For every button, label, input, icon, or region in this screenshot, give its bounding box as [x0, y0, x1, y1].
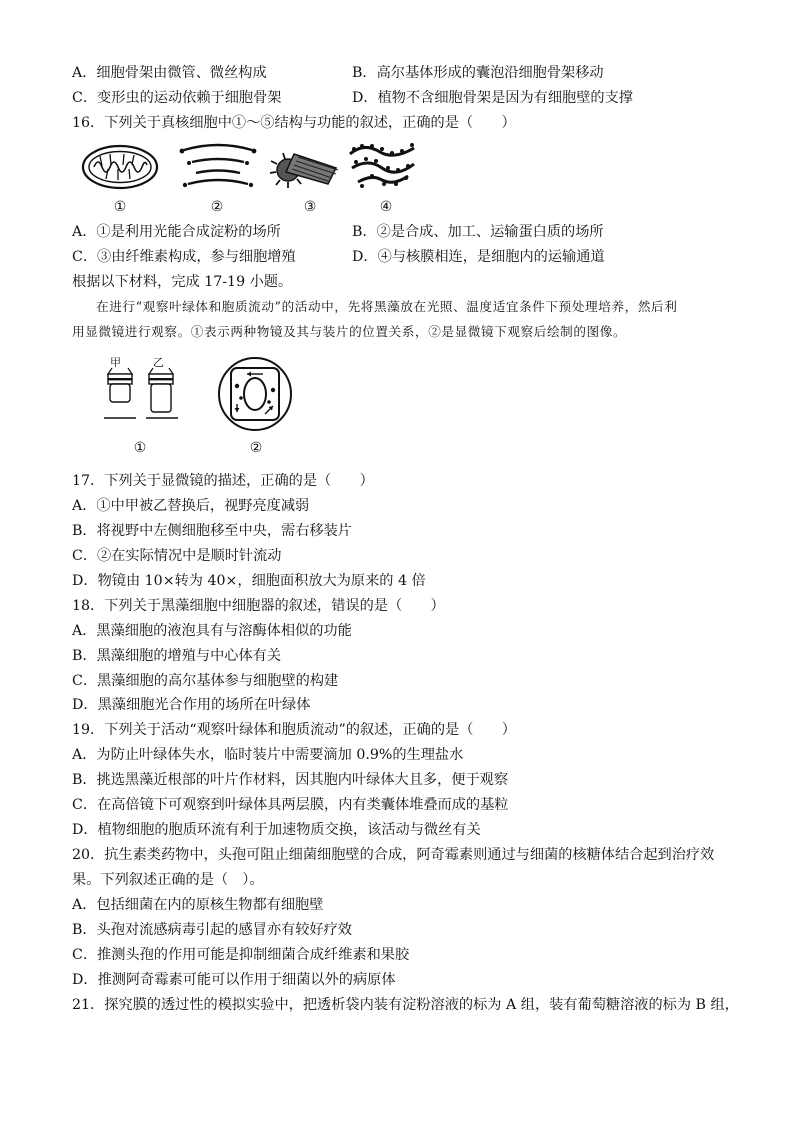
q20-stem-line1: 20．抗生素类药物中，头孢可阻止细菌细胞壁的合成，阿奇霉素则通过与细菌的核糖体结合起到治疗效	[72, 847, 715, 863]
centriole-figure	[268, 140, 344, 190]
q19-option-b: B．挑选黑藻近根部的叶片作材料，因其胞内叶绿体大且多，便于观察	[72, 772, 509, 788]
q17-stem: 17．下列关于显微镜的描述，正确的是（ ）	[72, 473, 374, 489]
q20-option-c: C．推测头孢的作用可能是抑制细菌合成纤维素和果胶	[72, 947, 410, 963]
lens-label-jia: 甲	[110, 356, 121, 369]
q15-option-c: C．变形虫的运动依赖于细胞骨架	[72, 90, 282, 106]
q20-option-b: B．头孢对流感病毒引起的感冒亦有较好疗效	[72, 922, 352, 938]
q18-option-a: A．黑藻细胞的液泡具有与溶酶体相似的功能	[72, 623, 352, 639]
q20-stem-line2: 果。下列叙述正确的是（ ）。	[72, 872, 264, 888]
rough-er-figure	[346, 140, 420, 190]
q18-option-b: B．黑藻细胞的增殖与中心体有关	[72, 648, 282, 664]
q15-option-b: B．高尔基体形成的囊泡沿细胞骨架移动	[352, 65, 604, 81]
figure-label-2: ②	[210, 199, 224, 215]
q17-option-d: D．物镜由 10×转为 40×，细胞面积放大为原来的 4 倍	[72, 573, 426, 589]
lens-label-yi: 乙	[153, 356, 164, 369]
q18-option-c: C．黑藻细胞的高尔基体参与细胞壁的构建	[72, 673, 339, 689]
q19-option-c: C．在高倍镜下可观察到叶绿体具两层膜，内有类囊体堆叠而成的基粒	[72, 797, 509, 813]
q17-option-a: A．①中甲被乙替换后，视野亮度减弱	[72, 498, 310, 514]
material-para-line2: 用显微镜进行观察。①表示两种物镜及其与装片的位置关系，②是显微镜下观察后绘制的图像。	[72, 324, 627, 339]
q17-option-c: C．②在实际情况中是顺时针流动	[72, 548, 282, 564]
material-figure-label-2: ②	[249, 440, 263, 456]
material-figure-label-1: ①	[133, 440, 147, 456]
q15-option-a: A．细胞骨架由微管、微丝构成	[72, 65, 267, 81]
mitochondrion-figure	[80, 143, 160, 191]
material-para-line1: 在进行“观察叶绿体和胞质流动”的活动中，先将黑藻放在光照、温度适宜条件下预处理培养，然后利	[96, 299, 678, 314]
q19-option-d: D．植物细胞的胞质环流有利于加速物质交换，该活动与微丝有关	[72, 822, 481, 838]
q16-option-c: C．③由纤维素构成，参与细胞增殖	[72, 249, 296, 265]
cell-view-figure	[217, 356, 293, 432]
q19-stem: 19．下列关于活动“观察叶绿体和胞质流动”的叙述，正确的是（ ）	[72, 722, 516, 738]
q20-option-d: D．推测阿奇霉素可能可以作用于细菌以外的病原体	[72, 972, 396, 988]
q18-stem: 18．下列关于黑藻细胞中细胞器的叙述，错误的是（ ）	[72, 598, 445, 614]
figure-label-1: ①	[113, 199, 127, 215]
q19-option-a: A．为防止叶绿体失水，临时装片中需要滴加 0.9%的生理盐水	[72, 747, 464, 763]
q20-option-a: A．包括细菌在内的原核生物都有细胞壁	[72, 897, 324, 913]
q15-option-d: D．植物不含细胞骨架是因为有细胞壁的支撑	[352, 90, 633, 106]
q16-option-a: A．①是利用光能合成淀粉的场所	[72, 224, 281, 240]
q16-option-b: B．②是合成、加工、运输蛋白质的场所	[352, 224, 604, 240]
material-intro: 根据以下材料，完成 17-19 小题。	[72, 274, 293, 290]
figure-label-3: ③	[303, 199, 317, 215]
q21-stem-line1: 21．探究膜的透过性的模拟实验中，把透析袋内装有淀粉溶液的标为 A 组，装有葡萄糖溶液的标为 B 组，	[72, 997, 739, 1013]
q17-option-b: B．将视野中左侧细胞移至中央，需右移装片	[72, 523, 352, 539]
q16-stem: 16．下列关于真核细胞中①～⑤结构与功能的叙述，正确的是（ ）	[72, 115, 516, 131]
objective-lenses-figure	[98, 366, 182, 426]
golgi-figure	[176, 140, 260, 190]
q16-option-d: D．④与核膜相连，是细胞内的运输通道	[352, 249, 605, 265]
q18-option-d: D．黑藻细胞光合作用的场所在叶绿体	[72, 697, 311, 713]
figure-label-4: ④	[379, 199, 393, 215]
